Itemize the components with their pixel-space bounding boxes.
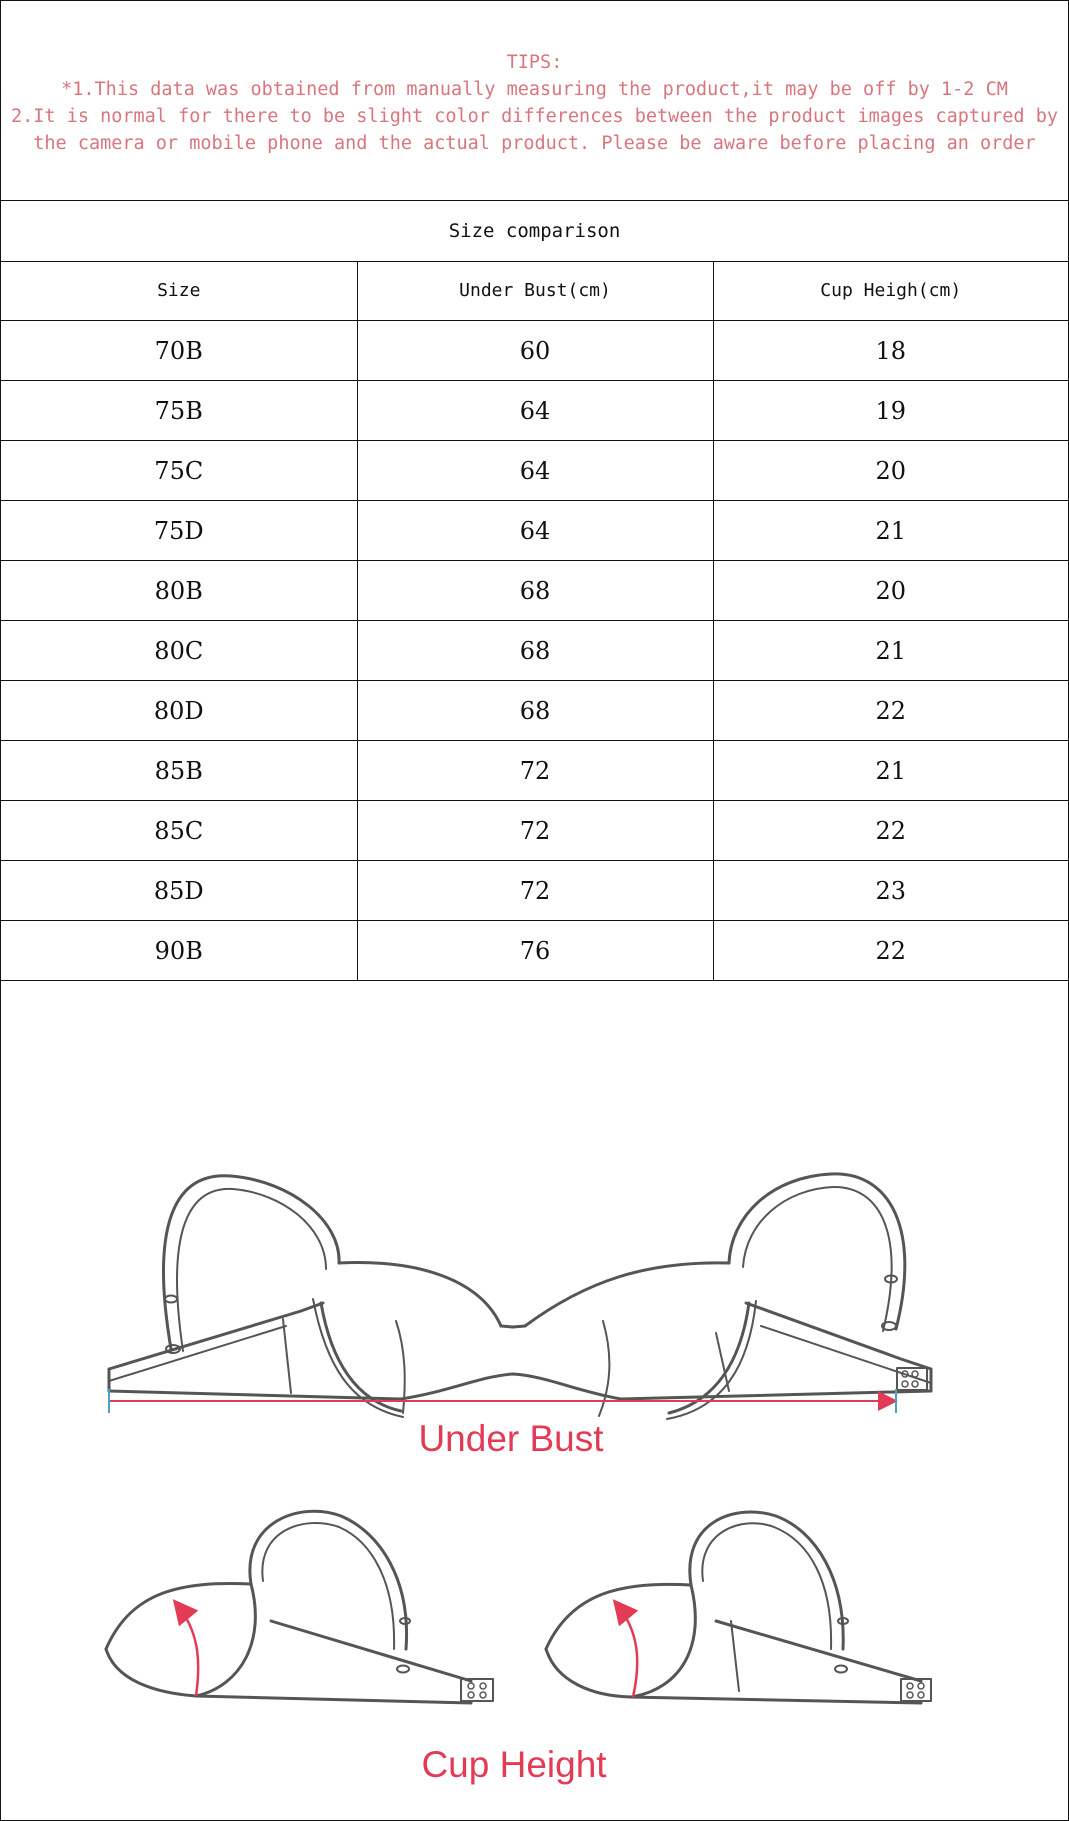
table-header-row — [1, 261, 1068, 321]
table-row — [1, 741, 1068, 801]
size-cell: 85D — [1, 861, 357, 921]
size-cell: 75D — [1, 501, 357, 561]
header-under-bust: Under Bust(cm) — [357, 261, 713, 321]
size-cell: 80D — [1, 681, 357, 741]
size-cell: 80C — [1, 621, 357, 681]
measurement-diagram — [1, 981, 1068, 1820]
cup-height-cell: 21 — [713, 741, 1068, 801]
table-caption: Size comparison — [1, 201, 1068, 262]
cup-height-cell: 19 — [713, 381, 1068, 441]
under-bust-cell: 72 — [357, 861, 713, 921]
size-cell: 85C — [1, 801, 357, 861]
table-row — [1, 501, 1068, 561]
cup-height-illustration-right — [546, 1512, 931, 1703]
under-bust-label: Under Bust — [418, 1418, 604, 1459]
cup-height-arrow-left — [176, 1603, 198, 1696]
cup-height-cell: 20 — [713, 561, 1068, 621]
table-row — [1, 681, 1068, 741]
size-cell: 85B — [1, 741, 357, 801]
tips-line-1: *1.This data was obtained from manually measuring the product,it may be off by 1-2 CM — [61, 79, 1008, 100]
cup-height-arrow-right — [616, 1603, 637, 1697]
tips-title: TIPS: — [506, 52, 563, 73]
under-bust-cell: 64 — [357, 441, 713, 501]
table-row — [1, 921, 1068, 981]
size-cell: 90B — [1, 921, 357, 981]
size-cell: 70B — [1, 321, 357, 381]
under-bust-cell: 64 — [357, 501, 713, 561]
cup-height-cell: 22 — [713, 921, 1068, 981]
under-bust-cell: 72 — [357, 741, 713, 801]
under-bust-cell: 60 — [357, 321, 713, 381]
size-cell: 75B — [1, 381, 357, 441]
under-bust-cell: 68 — [357, 681, 713, 741]
under-bust-cell: 68 — [357, 621, 713, 681]
table-row — [1, 801, 1068, 861]
size-cell: 80B — [1, 561, 357, 621]
table-row — [1, 561, 1068, 621]
tips-line-2: 2.It is normal for there to be slight color differences between the product images captured by — [11, 106, 1058, 127]
under-bust-cell: 76 — [357, 921, 713, 981]
cup-height-cell: 21 — [713, 621, 1068, 681]
under-bust-cell: 68 — [357, 561, 713, 621]
header-size: Size — [1, 261, 357, 321]
under-bust-cell: 72 — [357, 801, 713, 861]
table-row — [1, 381, 1068, 441]
table-row — [1, 321, 1068, 381]
under-bust-measure-line — [109, 1389, 896, 1413]
cup-height-cell: 21 — [713, 501, 1068, 561]
tips-line-3: the camera or mobile phone and the actual product. Please be aware before placing an order — [33, 133, 1036, 154]
full-bra-illustration — [109, 1174, 931, 1419]
tips-section — [1, 1, 1068, 201]
header-cup-height: Cup Heigh(cm) — [713, 261, 1068, 321]
table-row — [1, 621, 1068, 681]
cup-height-label: Cup Height — [421, 1744, 607, 1785]
cup-height-cell: 22 — [713, 801, 1068, 861]
cup-height-illustration-left — [106, 1511, 493, 1703]
cup-height-cell: 18 — [713, 321, 1068, 381]
cup-height-cell: 22 — [713, 681, 1068, 741]
cup-height-cell: 20 — [713, 441, 1068, 501]
table-row — [1, 861, 1068, 921]
under-bust-cell: 64 — [357, 381, 713, 441]
size-table — [1, 261, 1068, 981]
table-row — [1, 441, 1068, 501]
size-cell: 75C — [1, 441, 357, 501]
cup-height-cell: 23 — [713, 861, 1068, 921]
